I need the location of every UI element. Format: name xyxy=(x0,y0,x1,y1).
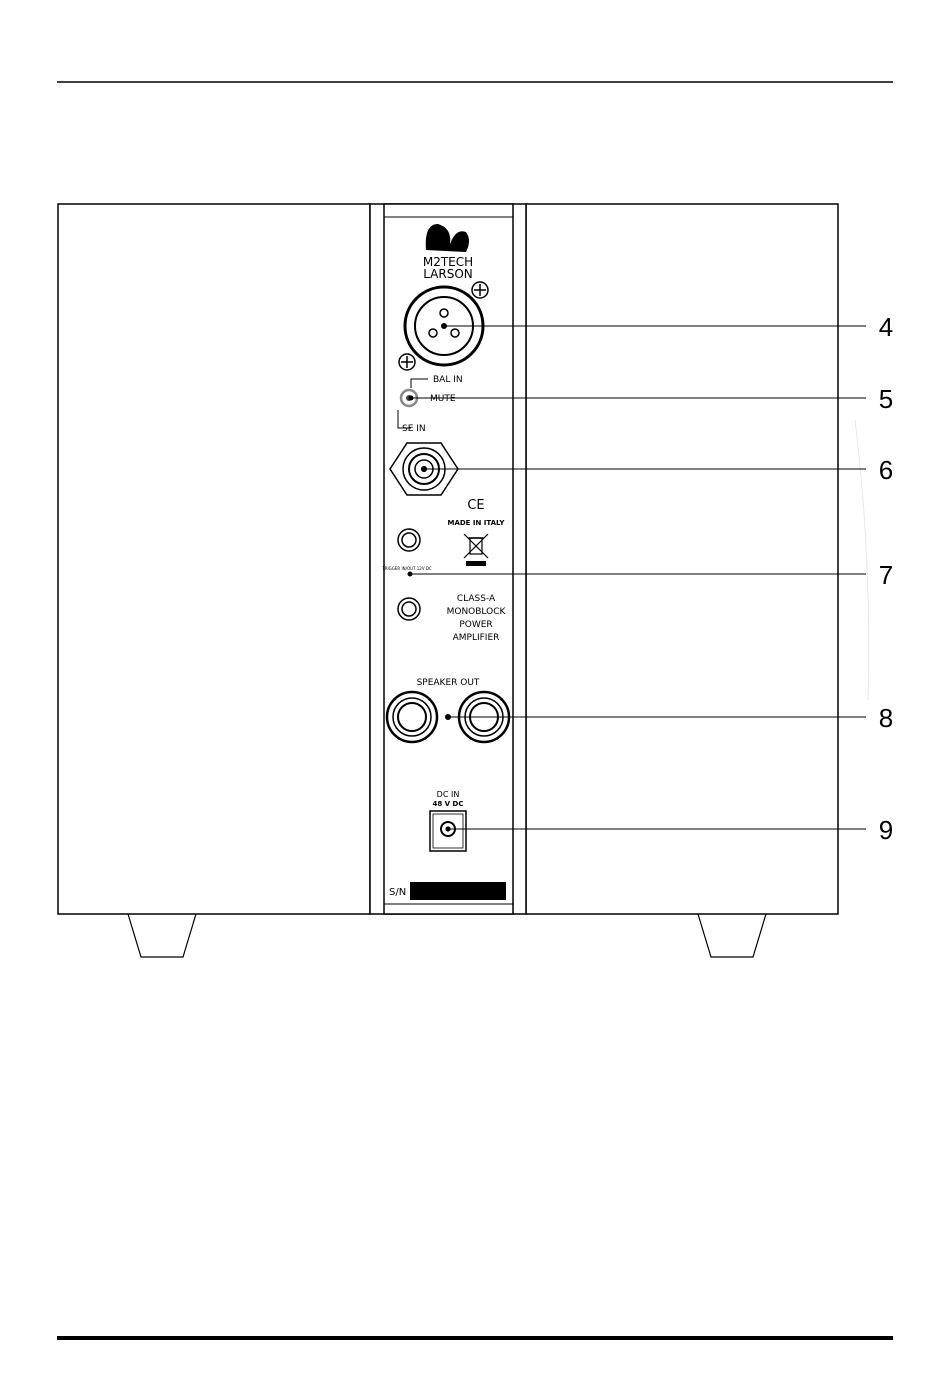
product-line4: AMPLIFIER xyxy=(452,633,500,643)
screw-bottom-icon xyxy=(399,354,415,370)
foot-left xyxy=(128,914,196,957)
callout-7: 7 xyxy=(878,560,894,590)
speaker-terminal-left xyxy=(387,692,437,742)
trigger-jack-lower xyxy=(398,598,420,620)
brand-line1: M2TECH xyxy=(422,255,474,269)
product-line3: POWER xyxy=(459,620,493,630)
trigger-jack-upper xyxy=(398,529,420,551)
mute-label: MUTE xyxy=(430,394,456,404)
chassis-right xyxy=(526,204,838,914)
callout-6: 6 xyxy=(878,455,894,485)
dc-in-voltage: 48 V DC xyxy=(432,800,464,808)
serial-label: S/N xyxy=(389,887,407,898)
product-line1: CLASS-A xyxy=(456,594,496,604)
brand-line2: LARSON xyxy=(423,267,473,281)
foot-right xyxy=(698,914,766,957)
speaker-out-label: SPEAKER OUT xyxy=(416,678,480,688)
made-in-italy-label: MADE IN ITALY xyxy=(447,519,505,527)
se-in-label: SE IN xyxy=(402,424,426,434)
callout-9: 9 xyxy=(878,815,894,845)
chassis-left xyxy=(58,204,370,914)
product-line2: MONOBLOCK xyxy=(446,607,506,617)
ce-mark: CE xyxy=(467,498,485,513)
screw-top-icon xyxy=(472,282,488,298)
callout-5: 5 xyxy=(878,384,894,414)
callout-8: 8 xyxy=(878,703,894,733)
dc-in-label: DC IN xyxy=(436,790,460,799)
callout-4: 4 xyxy=(878,312,894,342)
bal-in-label: BAL IN xyxy=(433,375,463,385)
trigger-label: TRIGGER IN/OUT 12V DC xyxy=(382,566,432,571)
serial-plate xyxy=(410,882,506,900)
